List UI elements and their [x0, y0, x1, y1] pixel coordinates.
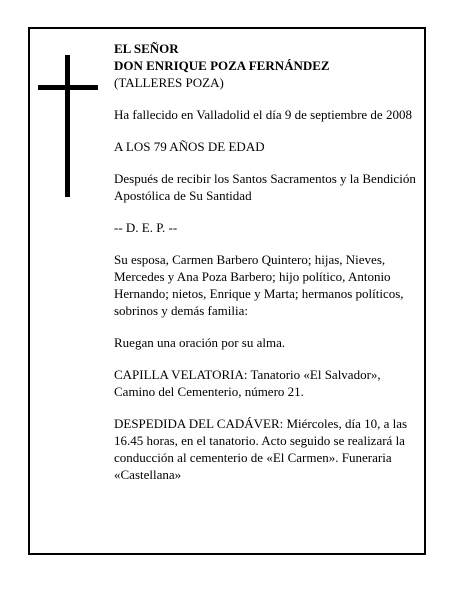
cross-vertical-bar [65, 55, 70, 197]
obituary-header [114, 40, 419, 91]
farewell-notice: DESPEDIDA DEL CADÁVER: Miércoles, día 10, a las 16.45 horas, en el tanatorio. Acto seguido se realizará la conducción al cementerio de «El Carmen». Funeraria «Castellana» [114, 416, 408, 482]
death-notice: Ha fallecido en Valladolid el día 9 de septiembre de 2008 [114, 107, 412, 122]
obituary-content [114, 40, 419, 498]
cross-horizontal-bar [38, 85, 98, 90]
chapel-notice: CAPILLA VELATORIA: Tanatorio «El Salvador», Camino del Cementerio, número 21. [114, 367, 381, 399]
deceased-name: DON ENRIQUE POZA FERNÁNDEZ [114, 58, 330, 73]
sacraments-notice: Después de recibir los Santos Sacramentos y la Bendición Apostólica de Su Santidad [114, 171, 416, 203]
deceased-title: EL SEÑOR [114, 41, 179, 56]
age-notice: A LOS 79 AÑOS DE EDAD [114, 139, 265, 154]
latin-cross-icon [38, 55, 98, 197]
deceased-company: (TALLERES POZA) [114, 75, 224, 90]
prayer-notice: Ruegan una oración por su alma. [114, 335, 286, 350]
rip-notice: -- D. E. P. -- [114, 220, 178, 235]
family-notice: Su esposa, Carmen Barbero Quintero; hijas, Nieves, Mercedes y Ana Poza Barbero; hijo político, Antonio Hernando; nietos, Enrique y Marta; hermanos políticos, sobrinos y demás familia: [114, 252, 404, 318]
